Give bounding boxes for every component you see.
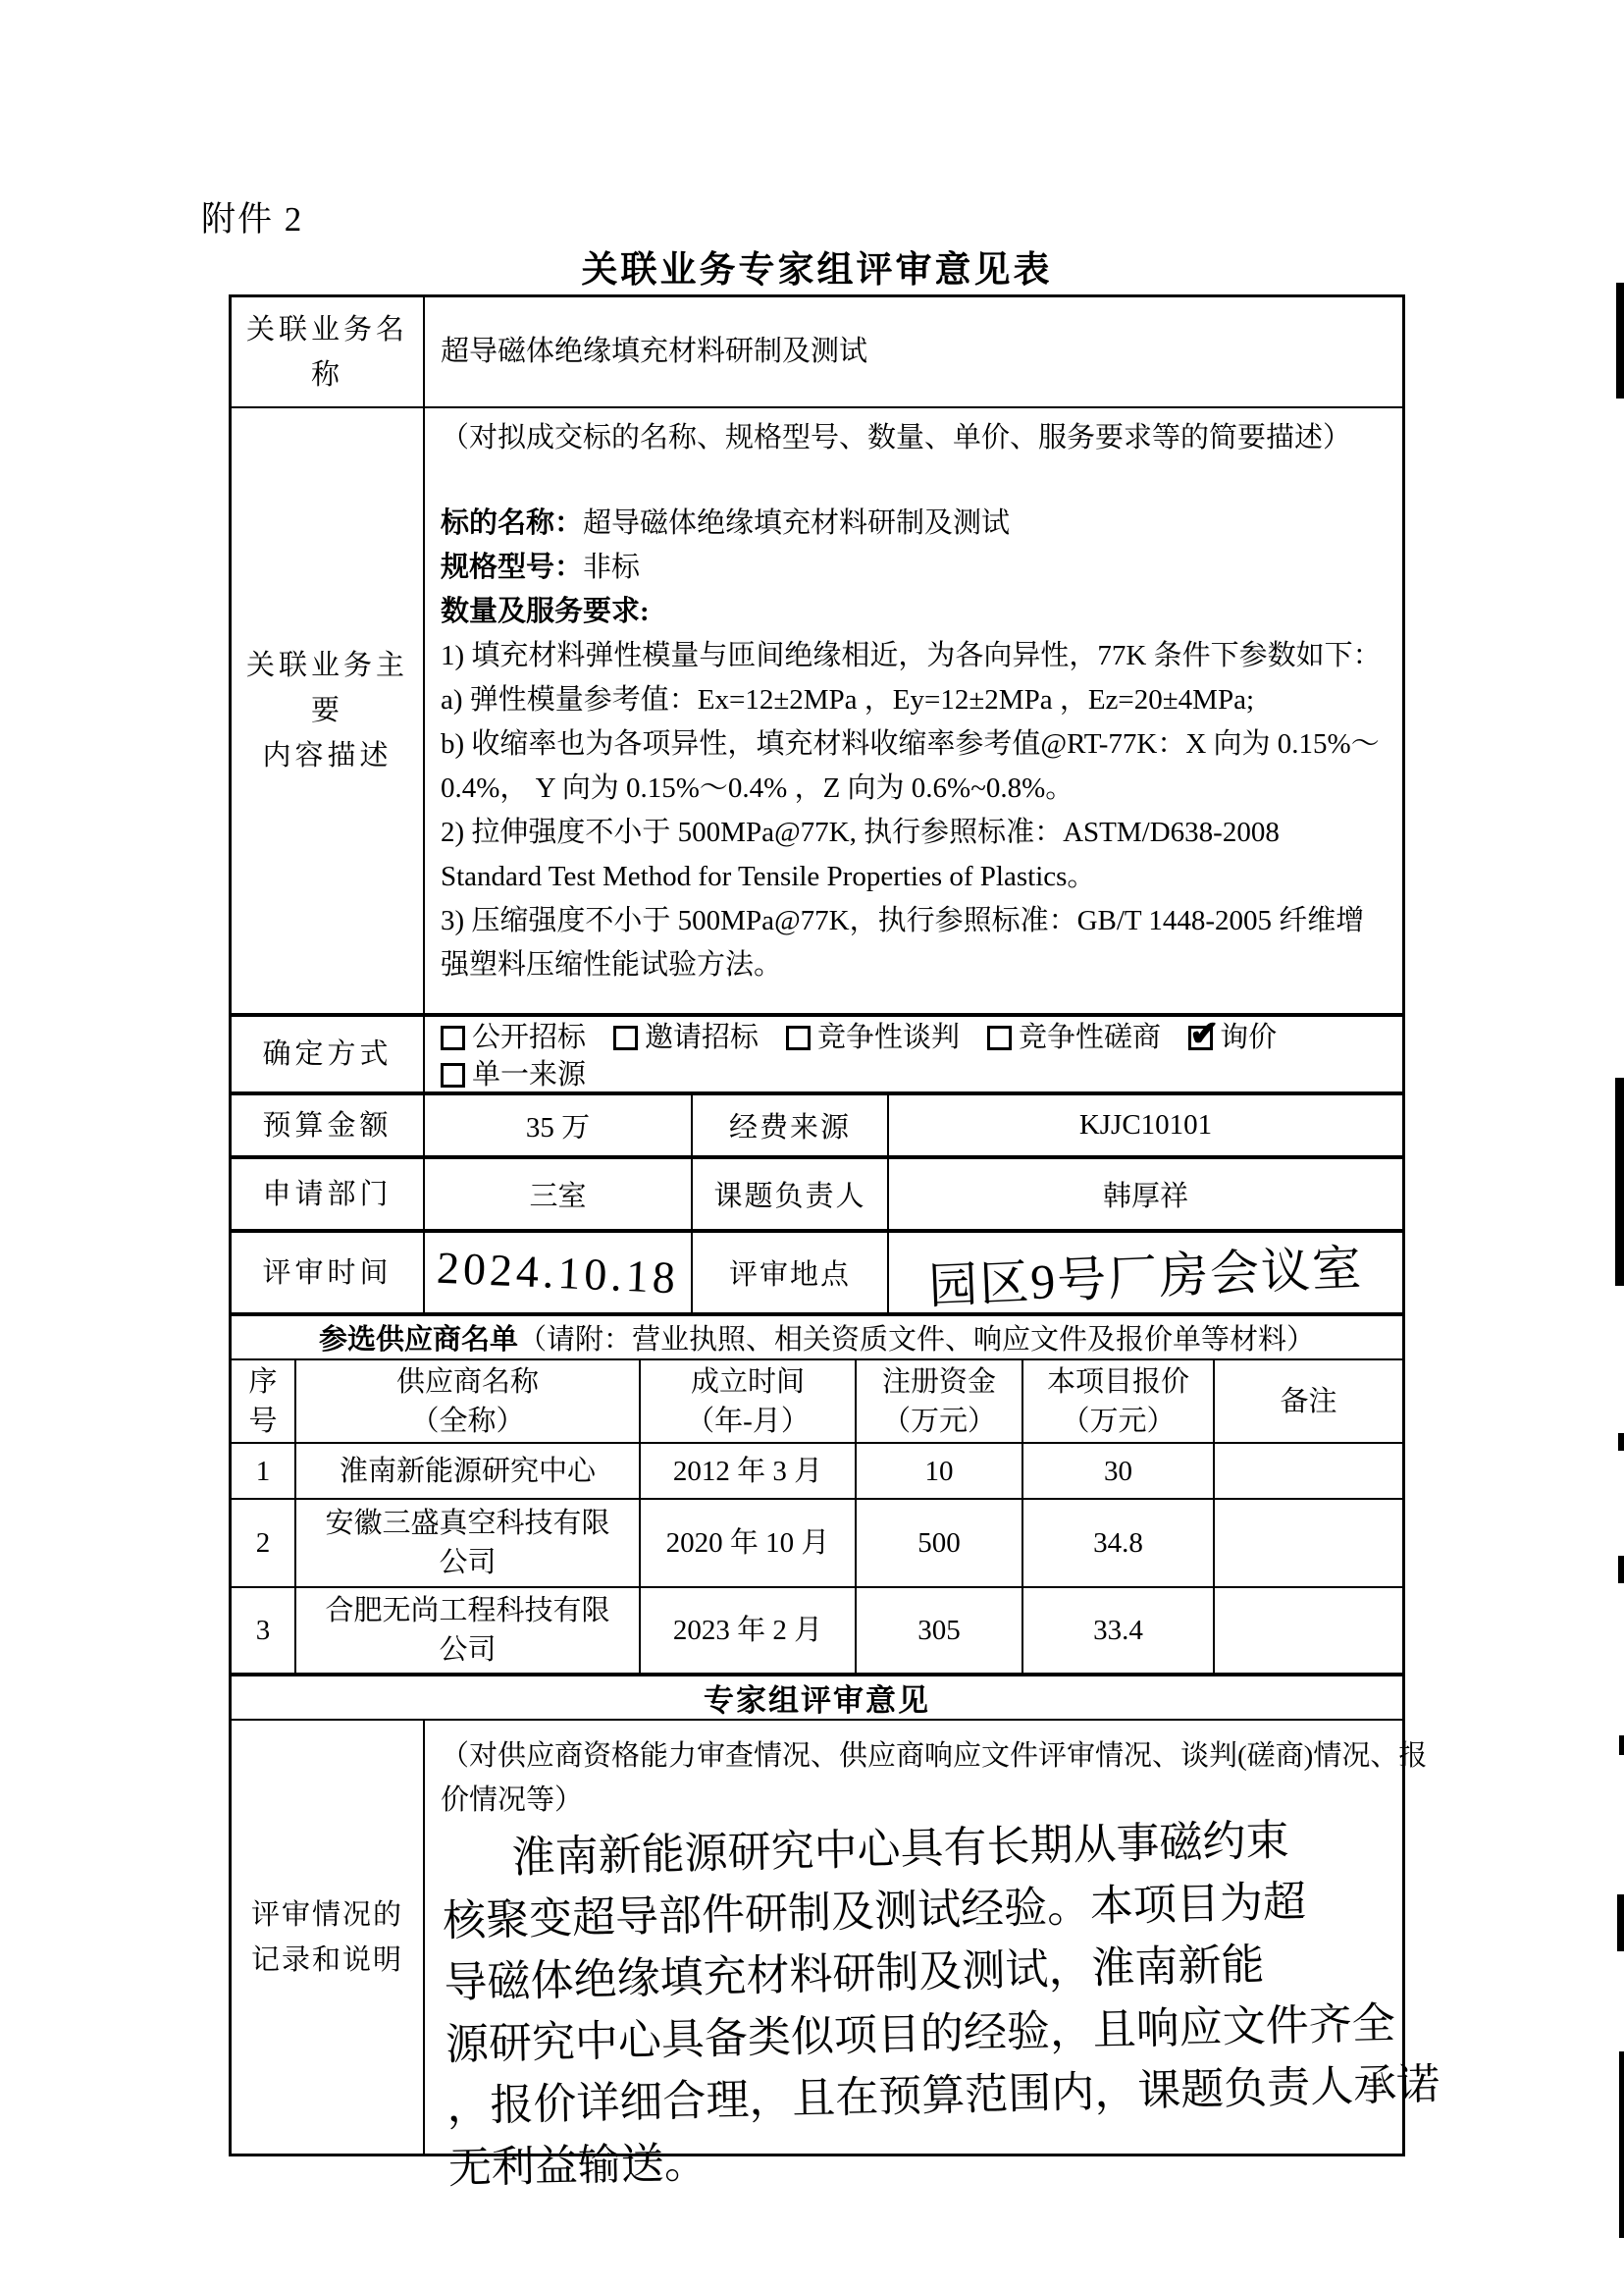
header-line: 注册资金 xyxy=(881,1365,996,1398)
checkbox-label: 邀请招标 xyxy=(645,1022,760,1053)
header-quote xyxy=(1023,1360,1215,1442)
row-review-record xyxy=(232,1721,1441,2193)
expert-opinion-heading xyxy=(232,1676,1402,1721)
row-supplier-section-title xyxy=(232,1316,1402,1360)
header-line: 号 xyxy=(248,1405,278,1437)
spec-line xyxy=(441,546,1387,590)
header-line: （万元） xyxy=(881,1405,996,1437)
supplier-quote: 33.4 xyxy=(1023,1588,1215,1673)
checkbox-label: 询价 xyxy=(1220,1022,1278,1053)
review-place-value xyxy=(889,1233,1402,1312)
supplier-founded: 2023 年 2 月 xyxy=(641,1588,857,1673)
row-budget xyxy=(232,1095,1402,1159)
expert-opinion-heading-text: 专家组评审意见 xyxy=(704,1683,930,1718)
scan-artifact xyxy=(1619,1735,1624,1755)
review-record-label xyxy=(232,1721,425,2154)
checkbox-icon[interactable] xyxy=(987,1026,1012,1050)
supplier-remark xyxy=(1215,1500,1402,1586)
supplier-no: 1 xyxy=(232,1444,296,1498)
method-options-line1 xyxy=(441,1019,1387,1056)
supplier-section-title: 参选供应商名单 xyxy=(318,1324,518,1356)
requirement-item: b) 收缩率也为各项异性，填充材料收缩率参考值@RT-77K：X 向为 0.15%～0.4%， Y 向为 0.15%～0.4% ，Z 向为 0.6%~0.8%。 xyxy=(441,728,1380,804)
supplier-no: 3 xyxy=(232,1588,296,1673)
requirement-item: a) 弹性模量参考值：Ex=12±2MPa ，Ey=12±2MPa ，Ez=20±4MPa; xyxy=(441,684,1255,716)
review-record-note: （对供应商资格能力审查情况、供应商响应文件评审情况、谈判(磋商)情况、报价情况等） xyxy=(441,1740,1428,1816)
checkbox-label: 单一来源 xyxy=(472,1059,587,1091)
header-supplier-name xyxy=(296,1360,641,1442)
checkbox-label: 竞争性谈判 xyxy=(817,1022,961,1053)
review-place-label: 评审地点 xyxy=(693,1233,889,1312)
row-main-description xyxy=(232,408,1402,1017)
handwritten-review-comment xyxy=(441,1806,1441,2200)
handwritten-line: 核聚变超导部件研制及测试经验。本项目为超 xyxy=(442,1878,1307,1945)
subject-label: 标的名称： xyxy=(441,507,584,539)
budget-value: 35 万 xyxy=(425,1095,693,1155)
supplier-row xyxy=(232,1500,1402,1588)
scan-artifact xyxy=(1618,1556,1624,1583)
department-value: 三室 xyxy=(425,1159,693,1229)
header-no xyxy=(232,1360,296,1442)
supplier-no: 2 xyxy=(232,1500,296,1586)
label-line: 评审情况的 xyxy=(250,1898,403,1931)
method-options xyxy=(425,1017,1402,1091)
business-name-value xyxy=(425,297,1402,406)
supplier-name: 淮南新能源研究中心 xyxy=(296,1444,641,1498)
handwritten-line: 导磁体绝缘填充材料研制及测试，淮南新能 xyxy=(444,1940,1265,2007)
row-business-name xyxy=(232,297,1402,408)
supplier-capital: 10 xyxy=(857,1444,1023,1498)
business-name-label xyxy=(232,297,425,406)
method-label-text: 确定方式 xyxy=(262,1038,393,1070)
supplier-quote: 34.8 xyxy=(1023,1500,1215,1586)
attachment-label: 附件 2 xyxy=(201,200,304,239)
checkbox-icon[interactable] xyxy=(1188,1026,1213,1050)
handwritten-date: 2024.10.18 xyxy=(436,1242,680,1304)
fund-source-label: 经费来源 xyxy=(693,1095,889,1155)
method-options-line2 xyxy=(441,1056,1387,1093)
checkbox-competitive-negotiation[interactable] xyxy=(786,1019,960,1056)
header-line: （全称） xyxy=(410,1405,525,1437)
label-line: 称 xyxy=(310,358,343,391)
spec-label: 规格型号： xyxy=(441,552,584,583)
checkbox-competitive-consultation[interactable] xyxy=(987,1019,1161,1056)
requirement-item: 3) 压缩强度不小于 500MPa@77K，执行参照标准：GB/T 1448-2005 纤维增强塑料压缩性能试验方法。 xyxy=(441,905,1365,981)
supplier-remark xyxy=(1215,1444,1402,1498)
label-line: 关联业务名 xyxy=(245,313,408,346)
supplier-name: 安徽三盛真空科技有限公司 xyxy=(296,1500,641,1586)
header-capital xyxy=(857,1360,1023,1442)
header-founded xyxy=(641,1360,857,1442)
scan-artifact xyxy=(1616,283,1624,399)
checkbox-icon[interactable] xyxy=(441,1063,465,1088)
checkbox-icon[interactable] xyxy=(441,1026,465,1050)
review-form-table xyxy=(229,294,1441,2193)
subject-value: 超导磁体绝缘填充材料研制及测试 xyxy=(583,507,1011,539)
checkbox-icon[interactable] xyxy=(786,1026,811,1050)
supplier-founded: 2012 年 3 月 xyxy=(641,1444,857,1498)
header-remark xyxy=(1215,1360,1402,1442)
label-line: 内容描述 xyxy=(262,740,393,772)
header-line: （年-月） xyxy=(686,1405,810,1437)
leader-value: 韩厚祥 xyxy=(1102,1181,1188,1212)
supplier-section-note: （请附：营业执照、相关资质文件、响应文件及报价单等材料） xyxy=(518,1324,1316,1356)
checkbox-icon[interactable] xyxy=(613,1026,638,1050)
checkbox-public-bid[interactable] xyxy=(441,1019,586,1056)
header-line: 序 xyxy=(248,1365,278,1398)
main-description-content xyxy=(425,408,1402,1013)
requirement-item: 2) 拉伸强度不小于 500MPa@77K, 执行参照标准：ASTM/D638-2008 Standard Test Method for Tensile Properties of Plastics。 xyxy=(441,817,1280,892)
supplier-row xyxy=(232,1588,1402,1676)
supplier-quote: 30 xyxy=(1023,1444,1215,1498)
scan-artifact xyxy=(1615,1078,1624,1286)
checkbox-label: 竞争性磋商 xyxy=(1019,1022,1162,1053)
main-description-label xyxy=(232,408,425,1013)
handwritten-place: 园区9号厂房会议室 xyxy=(927,1239,1365,1314)
review-time-label xyxy=(232,1233,425,1312)
quantity-service-label: 数量及服务要求: xyxy=(441,596,650,627)
scan-artifact xyxy=(1619,2051,1624,2238)
checkbox-single-source[interactable] xyxy=(441,1056,586,1093)
checkbox-invited-bid[interactable] xyxy=(613,1019,759,1056)
handwritten-line: ，报价详细合理，且在预算范围内，课题负责人承诺 xyxy=(445,2059,1441,2131)
supplier-capital: 500 xyxy=(857,1500,1023,1586)
department-label xyxy=(232,1159,425,1229)
review-record-content xyxy=(425,1721,1449,2193)
supplier-remark xyxy=(1215,1588,1402,1673)
supplier-name: 合肥无尚工程科技有限公司 xyxy=(296,1588,641,1673)
header-line: 备注 xyxy=(1280,1385,1337,1417)
handwritten-line: 无利益输送。 xyxy=(447,2138,708,2193)
spec-value: 非标 xyxy=(583,552,641,583)
header-line: 本项目报价 xyxy=(1046,1365,1189,1398)
row-method xyxy=(232,1017,1402,1095)
supplier-capital: 305 xyxy=(857,1588,1023,1673)
checkbox-label: 公开招标 xyxy=(472,1022,587,1053)
leader-label: 课题负责人 xyxy=(693,1159,889,1229)
row-department xyxy=(232,1159,1402,1233)
budget-label-text: 预算金额 xyxy=(262,1109,393,1142)
department-label-text: 申请部门 xyxy=(262,1178,393,1210)
budget-label xyxy=(232,1095,425,1155)
subject-line xyxy=(441,502,1387,546)
requirement-item: 1) 填充材料弹性模量与匝间绝缘相近，为各向异性，77K 条件下参数如下： xyxy=(441,640,1382,671)
business-name-text: 超导磁体绝缘填充材料研制及测试 xyxy=(441,336,868,367)
description-note: （对拟成交标的名称、规格型号、数量、单价、服务要求等的简要描述） xyxy=(441,422,1352,453)
label-line: 记录和说明 xyxy=(250,1943,403,1976)
scan-artifact xyxy=(1618,1433,1624,1451)
header-line: 成立时间 xyxy=(690,1365,805,1398)
handwritten-line: 源研究中心具备类似项目的经验，且响应文件齐全 xyxy=(445,1998,1396,2069)
review-time-label-text: 评审时间 xyxy=(262,1256,393,1289)
scan-artifact xyxy=(1617,1894,1624,1951)
fund-source-value: KJJC10101 xyxy=(1078,1109,1213,1141)
row-review-time-place xyxy=(232,1233,1402,1316)
label-line: 关联业务主 xyxy=(245,650,408,681)
header-line: 供应商名称 xyxy=(395,1365,539,1398)
page-title: 关联业务专家组评审意见表 xyxy=(581,250,1053,291)
method-label xyxy=(232,1017,425,1091)
checkbox-inquiry[interactable] xyxy=(1188,1019,1277,1056)
handwritten-line: 淮南新能源研究中心具有长期从事磁约束 xyxy=(511,1816,1290,1883)
supplier-row xyxy=(232,1444,1402,1500)
label-line: 要 xyxy=(310,695,343,726)
supplier-founded: 2020 年 10 月 xyxy=(641,1500,857,1586)
supplier-header-row xyxy=(232,1360,1402,1444)
header-line: （万元） xyxy=(1061,1405,1176,1437)
review-time-value xyxy=(425,1233,693,1312)
